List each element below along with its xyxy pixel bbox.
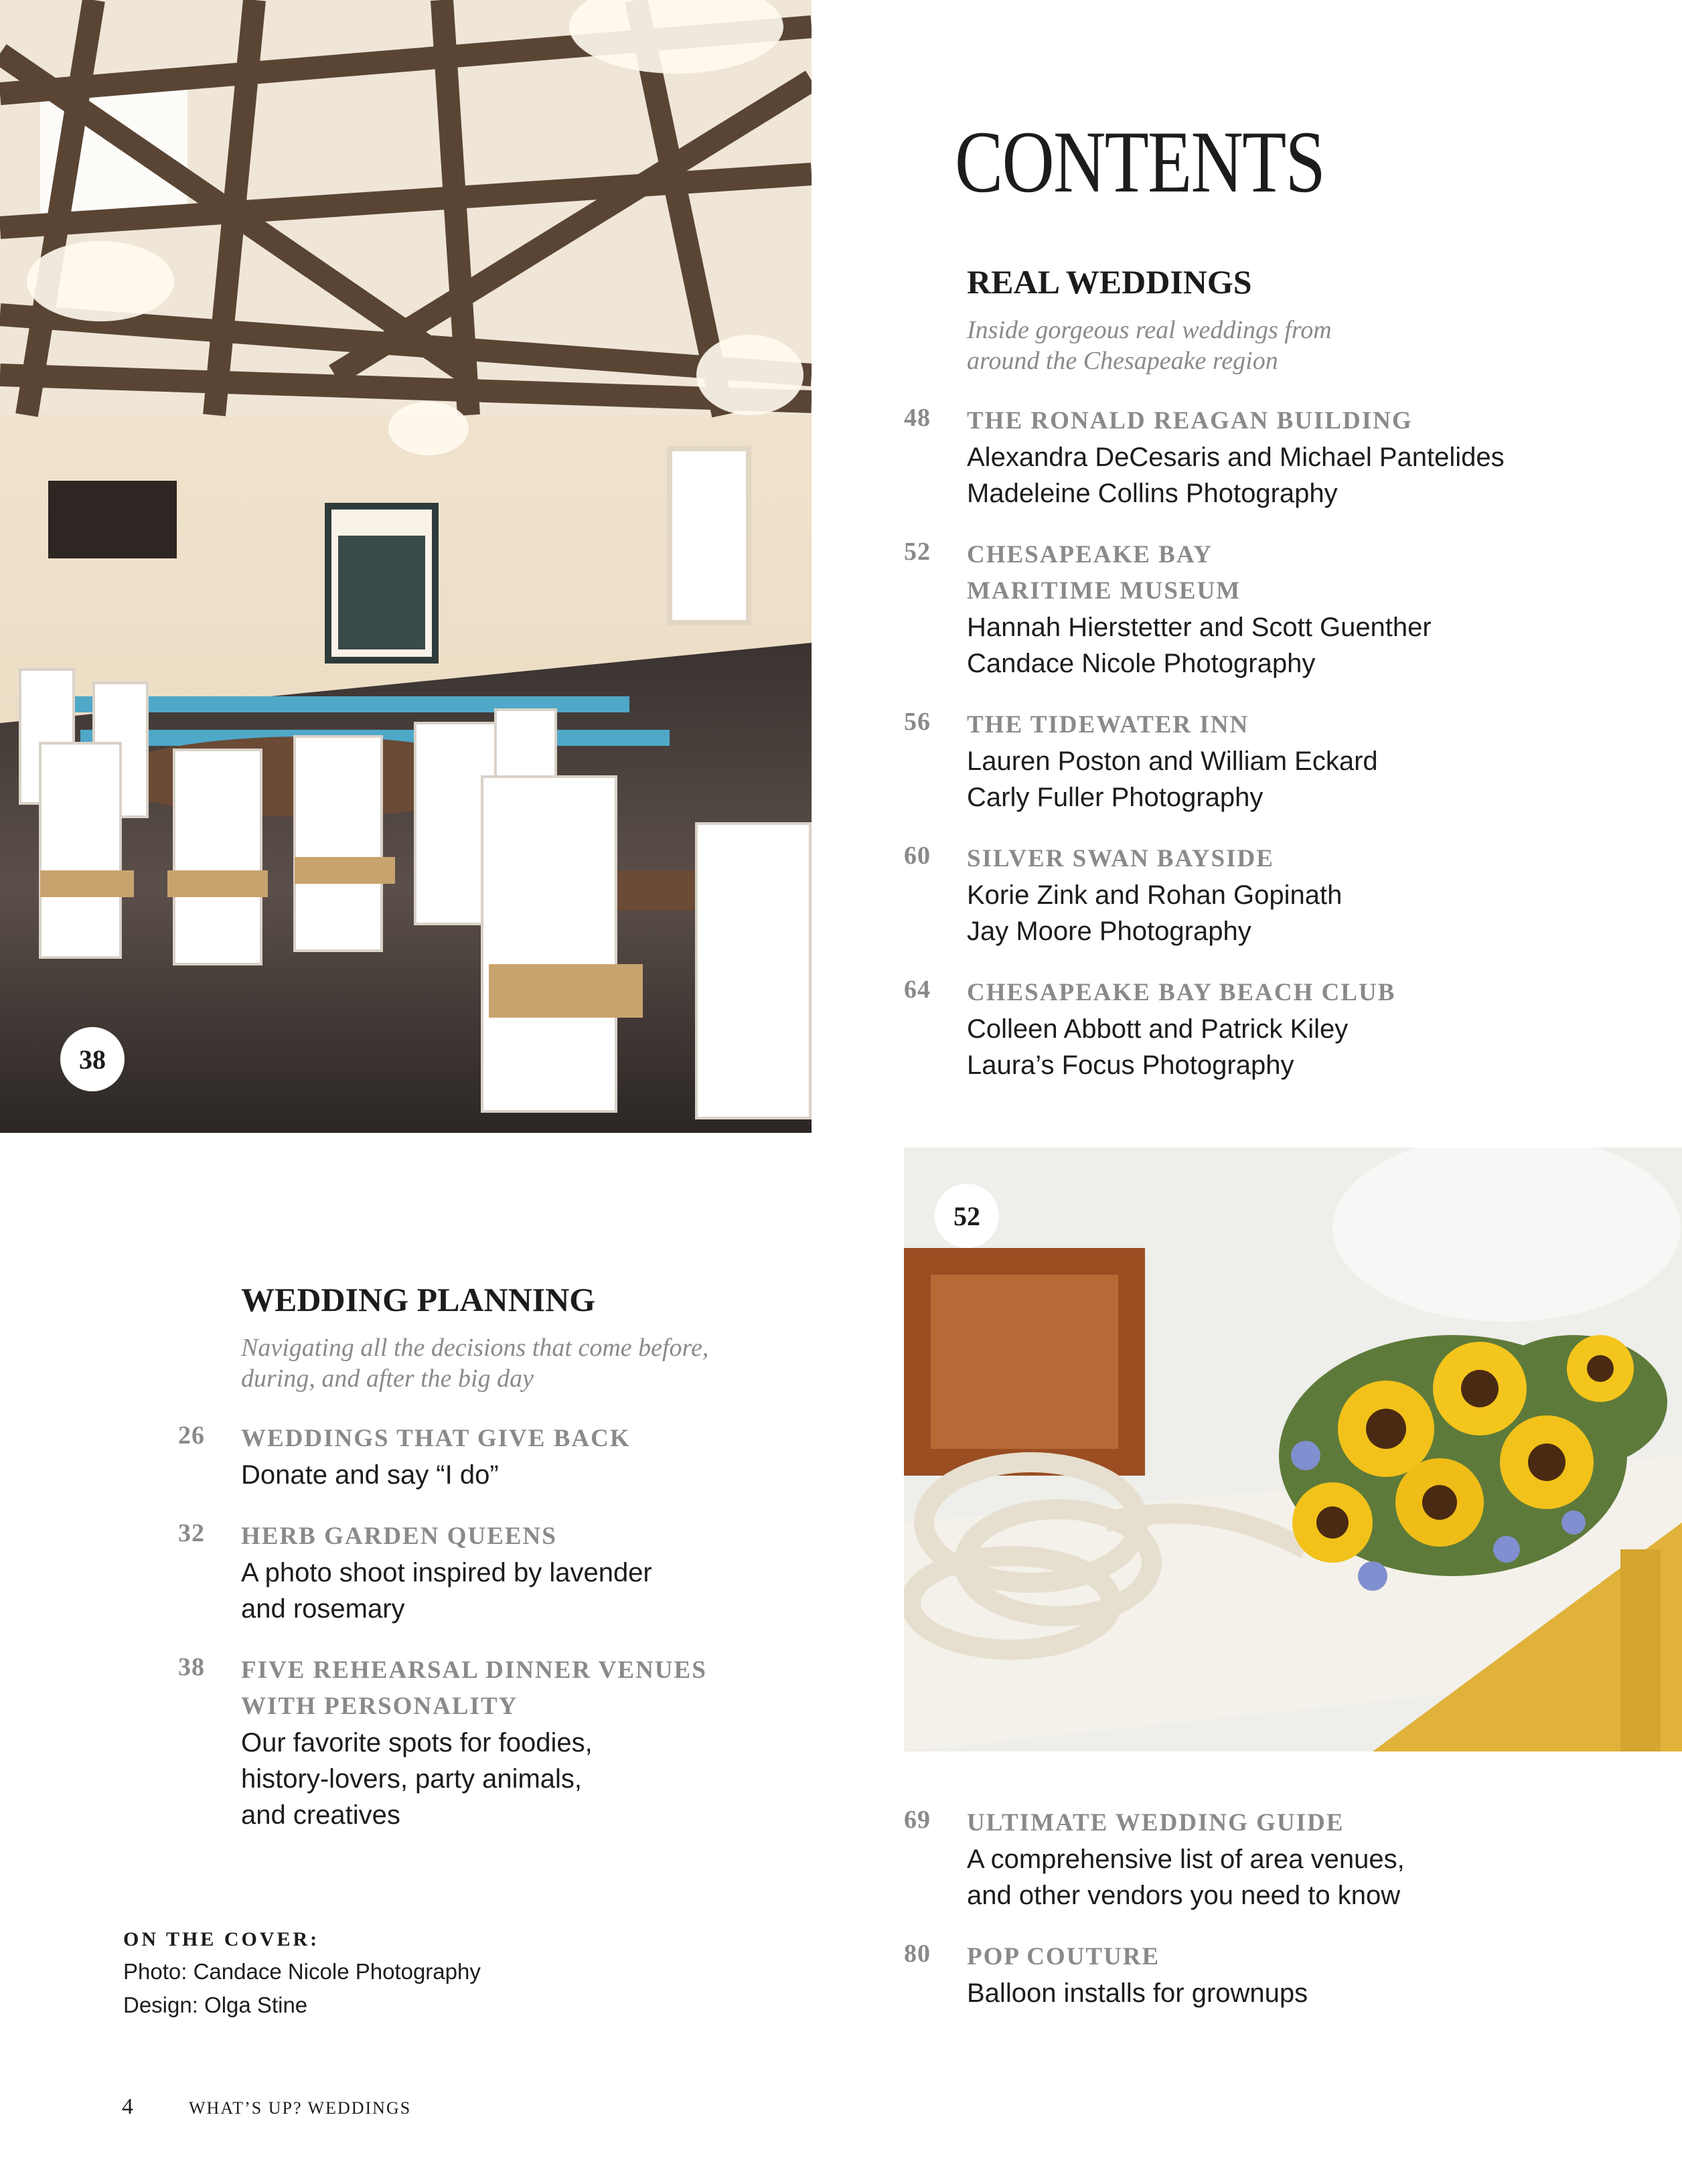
entry-page-number: 32 <box>178 1519 205 1547</box>
cover-credit-label: ON THE COVER: <box>123 1928 320 1950</box>
real-weddings-heading: REAL WEDDINGS <box>967 263 1252 301</box>
wedding-planning-subtitle: Navigating all the decisions that come before, during, and after the big day <box>241 1334 709 1393</box>
entry-title: WEDDINGS THAT GIVE BACK <box>241 1425 631 1452</box>
sunflower-bouquet-photo <box>904 1148 1682 1751</box>
real-weddings-subtitle: Inside gorgeous real weddings from around the Chesapeake region <box>967 316 1332 375</box>
entry-page-number: 60 <box>904 842 931 870</box>
folio-publication-name: WHAT’S UP? WEDDINGS <box>189 2098 412 2118</box>
entry-photographer: Madeleine Collins Photography <box>967 479 1338 508</box>
entry-title: CHESAPEAKE BAY MARITIME MUSEUM <box>967 541 1241 605</box>
sunflower-bouquet-illustration <box>904 1148 1682 1751</box>
entry-page-number: 52 <box>904 538 931 566</box>
entry-page-number: 64 <box>904 976 931 1004</box>
entry-page-number: 56 <box>904 708 931 736</box>
entry-description: Our favorite spots for foodies, history-lovers, party animals, and creatives <box>241 1728 593 1830</box>
page-badge-banquet: 38 <box>60 1027 125 1091</box>
entry-page-number: 80 <box>904 1940 931 1968</box>
entry-photographer: Carly Fuller Photography <box>967 783 1264 812</box>
entry-description: A comprehensive list of area venues, and other vendors you need to know <box>967 1845 1405 1910</box>
cover-photo-credit: Photo: Candace Nicole Photography <box>123 1959 481 1984</box>
banquet-hall-illustration <box>0 0 812 1133</box>
entry-title: SILVER SWAN BAYSIDE <box>967 845 1274 872</box>
entry-couple: Lauren Poston and William Eckard <box>967 747 1378 776</box>
entry-photographer: Laura’s Focus Photography <box>967 1050 1294 1080</box>
entry-title: POP COUTURE <box>967 1943 1160 1970</box>
entry-photographer: Jay Moore Photography <box>967 917 1251 946</box>
cover-design-credit: Design: Olga Stine <box>123 1993 308 2017</box>
entry-page-number: 48 <box>904 404 931 432</box>
entry-couple: Alexandra DeCesaris and Michael Pantelides <box>967 443 1505 472</box>
entry-description: Balloon installs for grownups <box>967 1978 1308 2008</box>
entry-title: FIVE REHEARSAL DINNER VENUES WITH PERSONALITY <box>241 1656 707 1720</box>
entry-page-number: 26 <box>178 1421 205 1450</box>
entry-couple: Korie Zink and Rohan Gopinath <box>967 880 1343 910</box>
entry-description: A photo shoot inspired by lavender and rosemary <box>241 1558 652 1624</box>
entry-page-number: 69 <box>904 1806 931 1834</box>
entry-couple: Colleen Abbott and Patrick Kiley <box>967 1014 1349 1044</box>
entry-title: THE RONALD REAGAN BUILDING <box>967 407 1413 435</box>
entry-title: THE TIDEWATER INN <box>967 711 1249 738</box>
banquet-hall-photo <box>0 0 812 1133</box>
page-title: CONTENTS <box>955 112 1325 211</box>
entry-title: ULTIMATE WEDDING GUIDE <box>967 1809 1345 1837</box>
entry-couple: Hannah Hierstetter and Scott Guenther <box>967 613 1432 642</box>
entry-title: CHESAPEAKE BAY BEACH CLUB <box>967 979 1396 1006</box>
entry-page-number: 38 <box>178 1653 205 1681</box>
entry-photographer: Candace Nicole Photography <box>967 649 1316 678</box>
page-badge-bouquet: 52 <box>935 1184 999 1248</box>
wedding-planning-heading: WEDDING PLANNING <box>241 1281 596 1318</box>
folio-page-number: 4 <box>122 2094 133 2119</box>
entry-title: HERB GARDEN QUEENS <box>241 1523 557 1550</box>
entry-description: Donate and say “I do” <box>241 1460 499 1490</box>
